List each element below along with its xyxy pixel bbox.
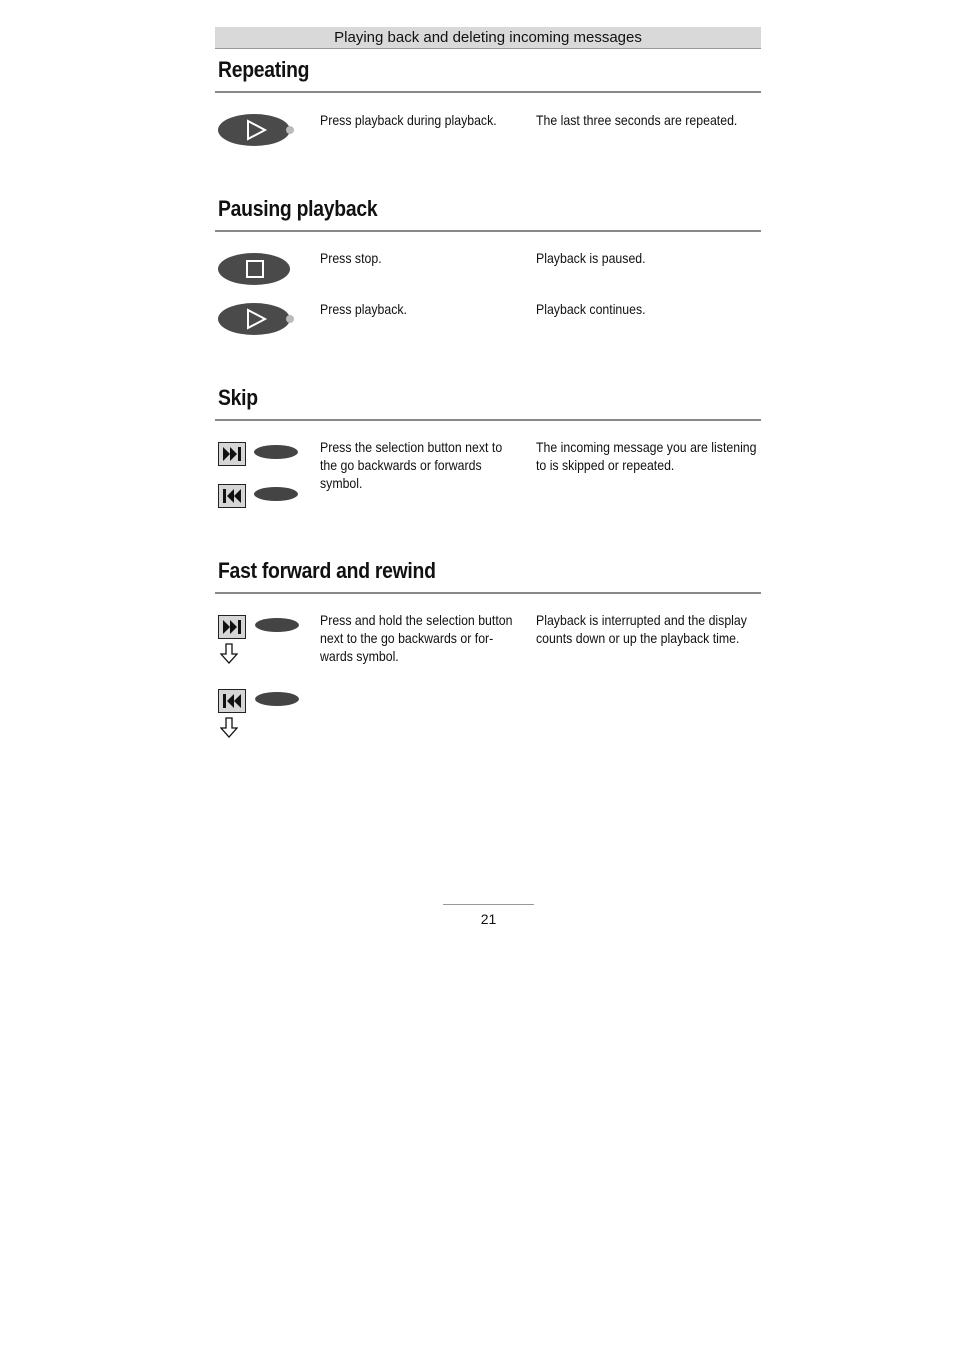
section-title-fast: Fast forward and rewind [218, 558, 436, 583]
repeating-result-text: The last three seconds are repeated. [536, 112, 738, 128]
skip-result-text: The incoming message you are listening to is skipped or repeated. [536, 439, 757, 473]
selection-button [255, 618, 299, 632]
section-title-skip: Skip [218, 385, 258, 410]
selection-button [255, 692, 299, 706]
fast-action-text: Press and hold the selection button next to the go backwards or for-wards symbol. [320, 612, 513, 664]
play-button-icon [218, 303, 290, 335]
page-number: 21 [480, 911, 497, 927]
play-button-icon [218, 114, 290, 146]
fast-result-text: Playback is interrupted and the display counts down or up the playback time. [536, 612, 747, 646]
section-title-repeating: Repeating [218, 57, 310, 82]
selection-button [254, 487, 298, 501]
footer-rule [443, 904, 534, 905]
pausing-result-text-1: Playback is paused. [536, 250, 646, 266]
running-header: Playing back and deleting incoming messages [215, 27, 761, 49]
section-rule [215, 91, 761, 93]
pausing-action-text-2: Press playback. [320, 301, 407, 317]
hold-down-arrow-icon [220, 643, 238, 665]
stop-button-icon [218, 253, 290, 285]
skip-forward-icon [218, 442, 246, 466]
skip-action-text: Press the selection button next to the go backwards or forwards symbol. [320, 439, 503, 491]
hold-down-arrow-icon [220, 717, 238, 739]
pausing-action-text-1: Press stop. [320, 250, 382, 266]
section-rule [215, 419, 761, 421]
section-rule [215, 592, 761, 594]
skip-forward-icon [218, 615, 246, 639]
pausing-result-text-2: Playback continues. [536, 301, 646, 317]
skip-back-icon [218, 484, 246, 508]
section-title-pausing: Pausing playback [218, 196, 378, 221]
selection-button [254, 445, 298, 459]
manual-page [215, 27, 761, 664]
section-rule [215, 230, 761, 232]
skip-back-icon [218, 689, 246, 713]
repeating-action-text: Press playback during playback. [320, 112, 497, 128]
